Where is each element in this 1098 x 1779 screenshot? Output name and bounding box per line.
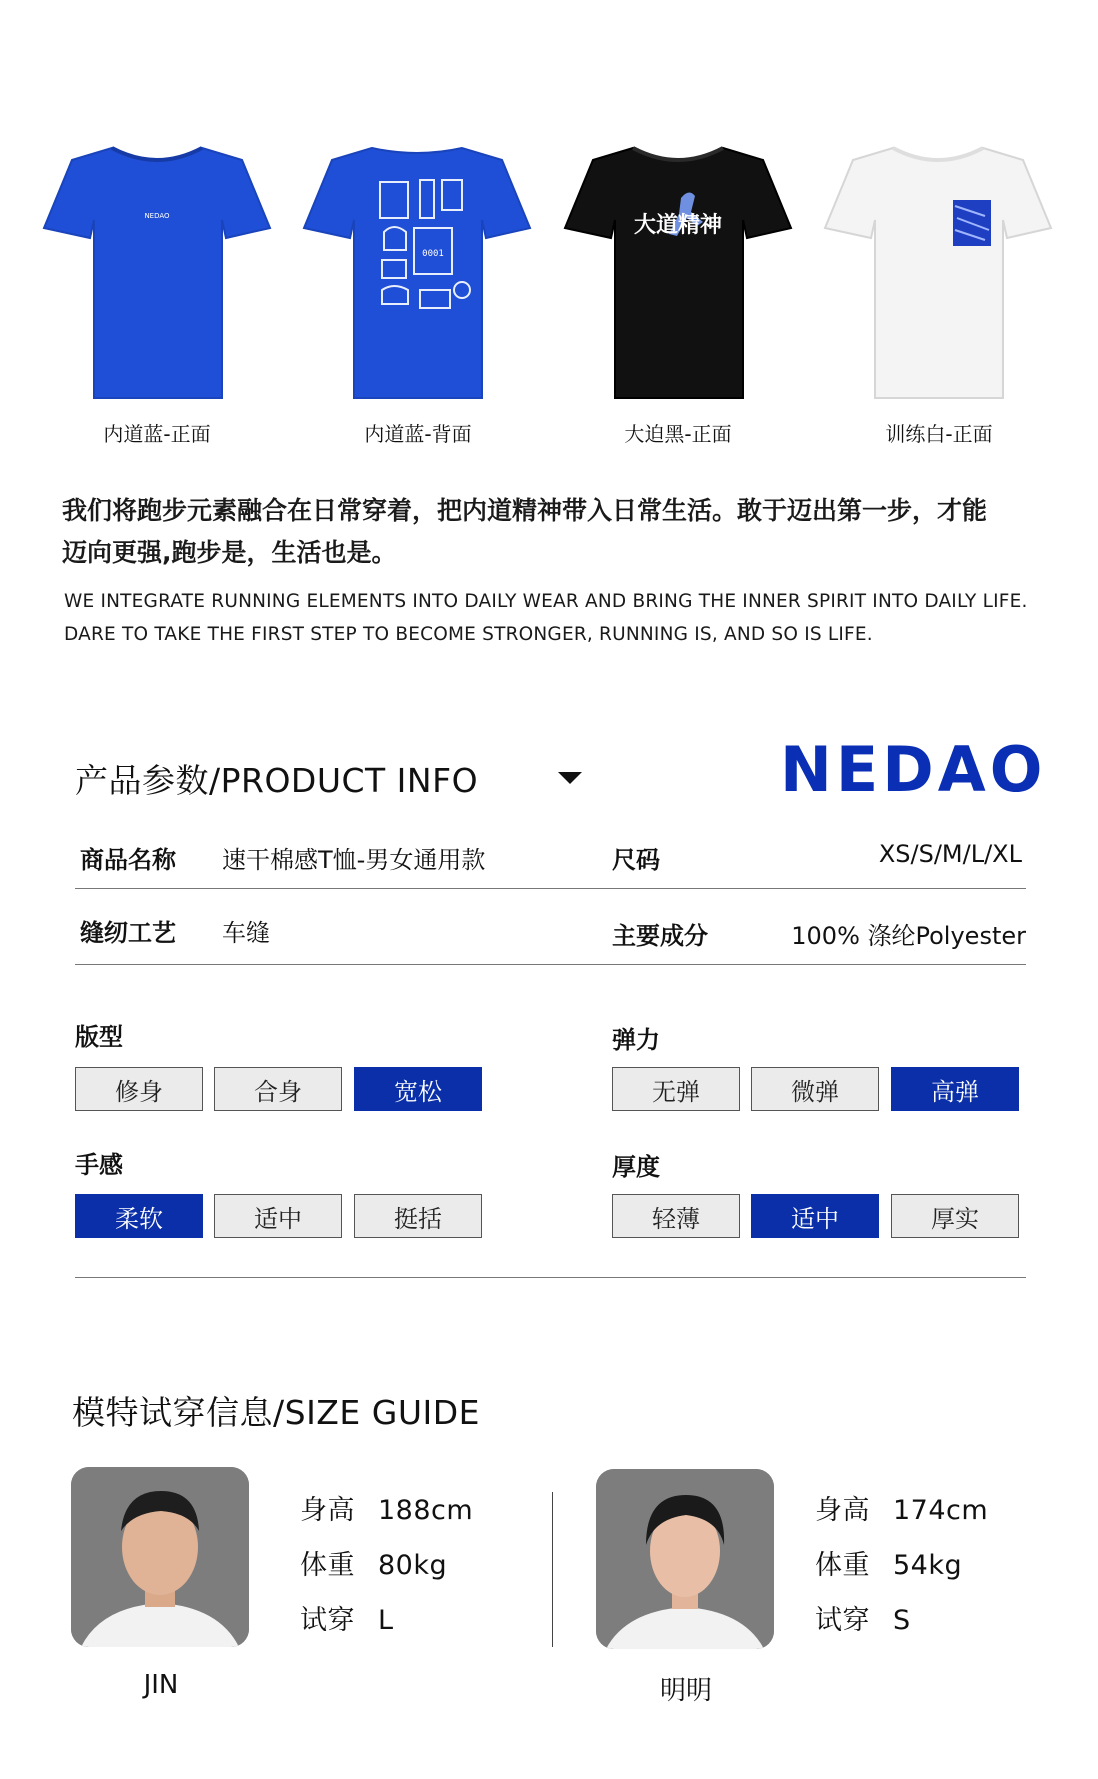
fit-label: 版型: [75, 1023, 123, 1051]
model-name: 明明: [659, 1676, 712, 1706]
divider: [75, 888, 1026, 889]
craft-label: 缝纫工艺: [80, 919, 176, 947]
feel-label: 手感: [75, 1151, 123, 1179]
model-name: JIN: [143, 1670, 179, 1700]
fit-option-slim[interactable]: 修身: [75, 1067, 203, 1111]
feel-option-soft[interactable]: 柔软: [75, 1194, 203, 1238]
tshirt-chest-print: NEDAO: [144, 212, 170, 220]
model-height-label: 身高: [815, 1495, 870, 1526]
brand-logo: NEDAO: [780, 733, 1047, 806]
model-height-value: 174cm: [893, 1495, 989, 1526]
fit-option-regular[interactable]: 合身: [214, 1067, 342, 1111]
model-height: [300, 1488, 473, 1527]
model-height: [815, 1488, 988, 1527]
fit-option-loose[interactable]: 宽松: [354, 1067, 482, 1111]
model-height-label: 身高: [300, 1495, 355, 1526]
elasticity-label: 弹力: [612, 1026, 660, 1054]
gallery-caption: 内道蓝-正面: [103, 422, 211, 446]
thickness-option-thick[interactable]: 厚实: [891, 1194, 1019, 1238]
divider: [75, 1277, 1026, 1278]
description-en-line: WE INTEGRATE RUNNING ELEMENTS INTO DAILY WEAR AND BRING THE INNER SPIRIT INTO DAILY LIFE.: [64, 591, 1028, 612]
thickness-option-thin[interactable]: 轻薄: [612, 1194, 740, 1238]
model-size-label: 试穿: [300, 1605, 355, 1636]
thickness-label: 厚度: [612, 1153, 660, 1181]
model-size: [300, 1598, 394, 1637]
craft-value: 车缝: [222, 919, 270, 947]
description-en: [64, 585, 1064, 651]
model-weight-label: 体重: [815, 1550, 870, 1581]
model-weight-value: 80kg: [378, 1550, 448, 1581]
model-weight-value: 54kg: [893, 1550, 963, 1581]
tshirt-blue-back-image: [302, 140, 532, 402]
description-en-line: DARE TO TAKE THE FIRST STEP TO BECOME STRONGER, RUNNING IS, AND SO IS LIFE.: [64, 624, 873, 645]
feel-option-crisp[interactable]: 挺括: [354, 1194, 482, 1238]
description-cn-line: 我们将跑步元素融合在日常穿着，把内道精神带入日常生活。敢于迈出第一步，才能: [62, 496, 988, 525]
divider: [75, 964, 1026, 965]
feel-option-medium[interactable]: 适中: [214, 1194, 342, 1238]
size-guide-title: 模特试穿信息/SIZE GUIDE: [72, 1393, 480, 1432]
tshirt-white-front-image: [823, 140, 1053, 402]
product-name-value: 速干棉感T恤-男女通用款: [222, 846, 486, 874]
tshirt-back-print: 0001: [422, 249, 444, 259]
elasticity-option-high[interactable]: 高弹: [891, 1067, 1019, 1111]
elasticity-option-slight[interactable]: 微弹: [751, 1067, 879, 1111]
model-size-label: 试穿: [815, 1605, 870, 1636]
model-weight-label: 体重: [300, 1550, 355, 1581]
gallery-caption: 大迫黑-正面: [624, 422, 732, 446]
size-label: 尺码: [612, 846, 660, 874]
tshirt-blue-front-image: [42, 140, 272, 402]
model-photo-avatar: [596, 1469, 774, 1649]
material-label: 主要成分: [612, 922, 708, 950]
model-size: [815, 1598, 911, 1637]
gallery-caption: 训练白-正面: [885, 422, 993, 446]
model-height-value: 188cm: [378, 1495, 474, 1526]
vertical-divider: [552, 1492, 553, 1647]
gallery-caption: 内道蓝-背面: [364, 422, 472, 446]
product-info-title: 产品参数/PRODUCT INFO: [75, 761, 479, 800]
chevron-down-icon[interactable]: [558, 772, 582, 784]
description-cn-line: 迈向更强,跑步是，生活也是。: [62, 538, 397, 567]
material-value: 100% 涤纶Polyester: [791, 922, 1026, 950]
model-size-value: L: [378, 1605, 394, 1636]
elasticity-option-none[interactable]: 无弹: [612, 1067, 740, 1111]
model-size-value: S: [893, 1605, 911, 1636]
model-photo-avatar: [71, 1467, 249, 1647]
model-weight: [815, 1543, 962, 1582]
description-cn: [62, 490, 1052, 574]
model-weight: [300, 1543, 447, 1582]
thickness-option-medium[interactable]: 适中: [751, 1194, 879, 1238]
product-name-label: 商品名称: [80, 846, 176, 874]
tshirt-front-print: 大道精神: [633, 213, 723, 238]
tshirt-black-front-image: [563, 140, 793, 402]
size-value: XS/S/M/L/XL: [878, 840, 1022, 868]
